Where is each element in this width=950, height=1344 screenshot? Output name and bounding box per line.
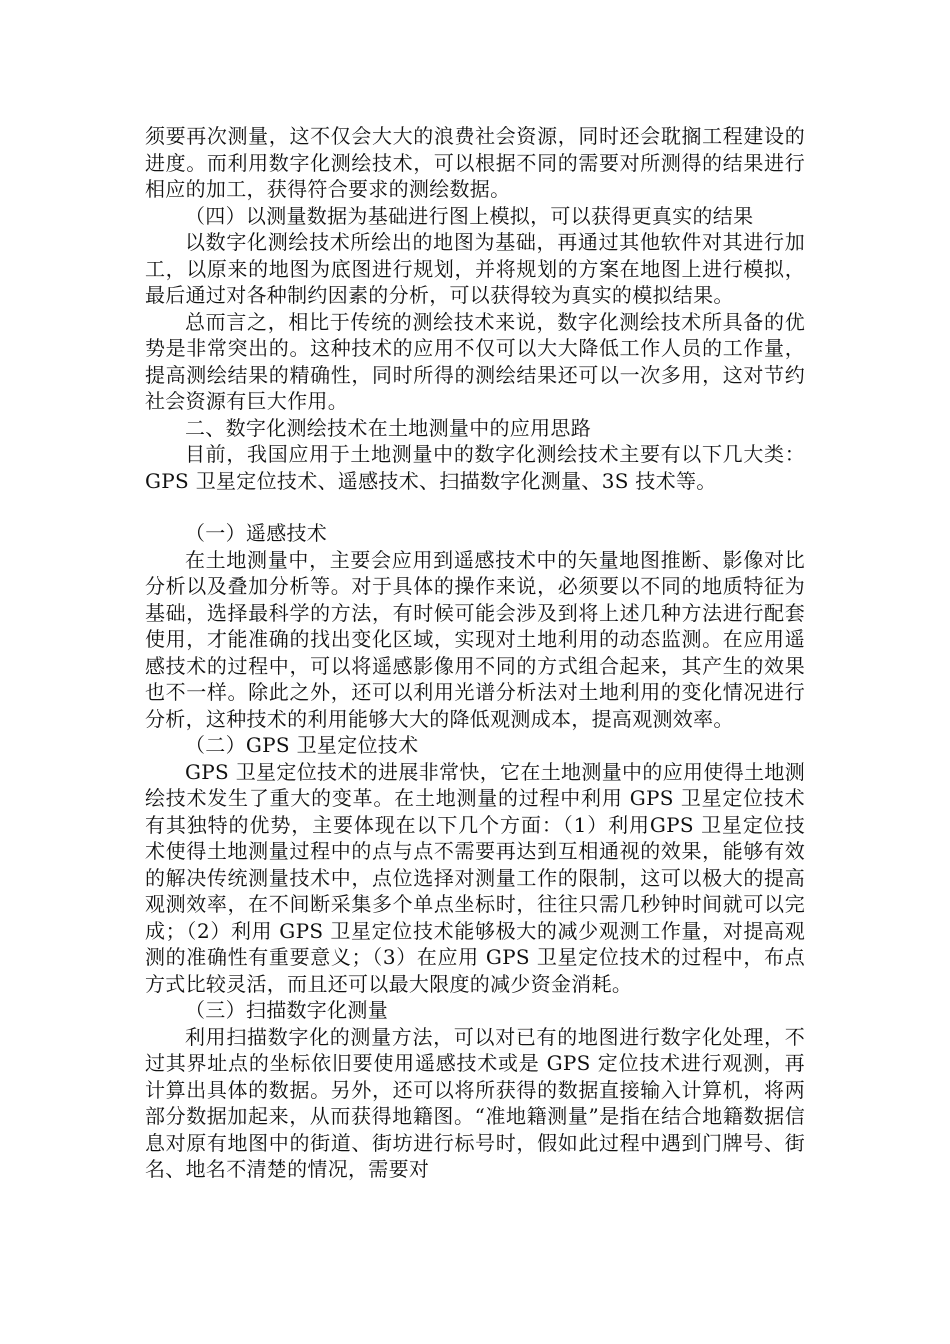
chapter-heading-2: 二、数字化测绘技术在土地测量中的应用思路 xyxy=(185,415,591,440)
section-heading-remote-sensing: （一）遥感技术 xyxy=(185,521,328,545)
paragraph-overview: 目前，我国应用于土地测量中的数字化测绘技术主要有以下几大类：GPS 卫星定位技术、遥感技术、扫描数字化测量、3S 技术等。 xyxy=(145,442,805,493)
section-heading-4: （四）以测量数据为基础进行图上模拟，可以获得更真实的结果 xyxy=(185,203,754,228)
paragraph-continued: 须要再次测量，这不仅会大大的浪费社会资源，同时还会耽搁工程建设的进度。而利用数字化测绘技术，可以根据不同的需要对所测得的结果进行相应的加工，获得符合要求的测绘数据。 xyxy=(145,124,805,201)
paragraph-summary: 总而言之，相比于传统的测绘技术来说，数字化测绘技术所具备的优势是非常突出的。这种技术的应用不仅可以大大降低工作人员的工作量，提高测绘结果的精确性，同时所得的测绘结果还可以一次多用，这对节约社会资源有巨大作用。 xyxy=(145,309,805,413)
paragraph-remote-sensing: 在土地测量中，主要会应用到遥感技术中的矢量地图推断、影像对比分析以及叠加分析等。对于具体的操作来说，必须要以不同的地质特征为基础，选择最科学的方法，有时候可能会涉及到将上述几种方法进行配套使用，才能准确的找出变化区域，实现对土地利用的动态监测。在应用遥感技术的过程中，可以将遥感影像用不同的方式组合起来，其产生的效果也不一样。除此之外，还可以利用光谱分析法对土地利用的变化情况进行分析，这种技术的利用能够大大的降低观测成本，提高观测效率。 xyxy=(145,547,805,731)
section-heading-scanning: （三）扫描数字化测量 xyxy=(185,998,388,1022)
paragraph-gps: GPS 卫星定位技术的进展非常快，它在土地测量中的应用使得土地测绘技术发生了重大的变革。在土地测量的过程中利用 GPS 卫星定位技术有其独特的优势，主要体现在以下几个方面：（1）利用GPS 卫星定位技术使得土地测量过程中的点与点不需要再达到互相通视的效果，能够有效的解决传统测量技术中，点位选择对测量工作的限制，这可以极大的提高观测效率，在不间断采集多个单点坐标时，往往只需几秒钟时间就可以完成；（2）利用 GPS 卫星定位技术能够极大的减少观测工作量，对提高观测的准确性有重要意义；（3）在应用 GPS 卫星定位技术的过程中，布点方式比较灵活，而且还可以最大限度的减少资金消耗。 xyxy=(145,759,805,996)
paragraph-scanning: 利用扫描数字化的测量方法，可以对已有的地图进行数字化处理，不过其界址点的坐标依旧要使用遥感技术或是 GPS 定位技术进行观测，再计算出具体的数据。另外，还可以将所获得的数据直接输入计算机，将两部分数据加起来，从而获得地籍图。“准地籍测量”是指在结合地籍数据信息对原有地图中的街道、街坊进行标号时，假如此过程中遇到门牌号、街名、地名不清楚的情况，需要对 xyxy=(145,1024,805,1181)
paragraph-simulation: 以数字化测绘技术所绘出的地图为基础，再通过其他软件对其进行加工，以原来的地图为底图进行规划，并将规划的方案在地图上进行模拟，最后通过对各种制约因素的分析，可以获得较为真实的模拟结果。 xyxy=(145,230,805,307)
section-heading-gps: （二）GPS 卫星定位技术 xyxy=(185,733,419,757)
document-body xyxy=(145,123,805,1183)
